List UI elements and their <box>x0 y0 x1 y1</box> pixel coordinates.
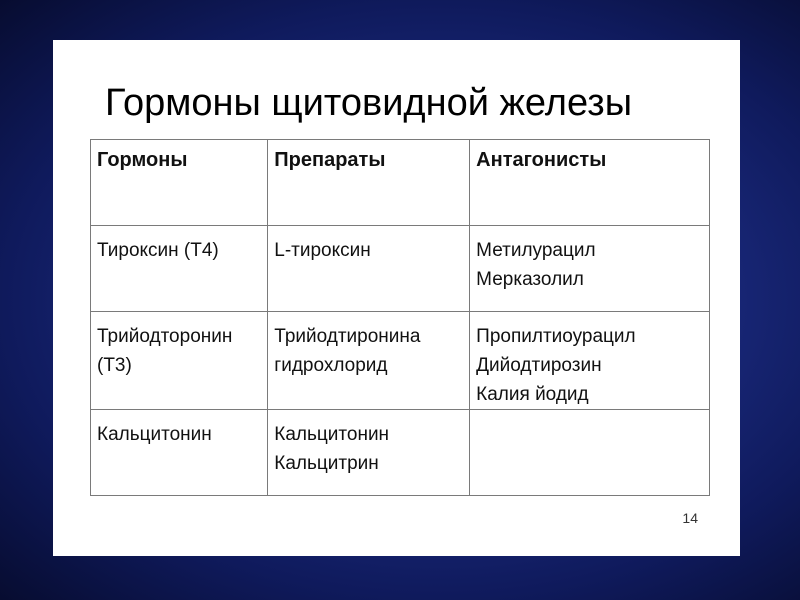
cell-line: Кальцитрин <box>274 453 379 474</box>
cell-line: гидрохлорид <box>274 355 388 376</box>
header-antagonists: Антагонисты <box>470 140 710 226</box>
table-cell <box>91 226 268 312</box>
table-row <box>91 226 710 312</box>
cell-line: Трийодторонин <box>97 326 233 347</box>
slide <box>53 40 740 556</box>
table-cell <box>470 312 710 410</box>
table-cell <box>268 312 470 410</box>
cell-line: L-тироксин <box>274 240 371 261</box>
cell-line: Кальцитонин <box>274 424 390 445</box>
page-number: 14 <box>682 510 698 526</box>
cell-line: (Т3) <box>97 355 132 376</box>
table-cell <box>268 410 470 496</box>
cell-line: Кальцитонин <box>97 424 212 445</box>
hormones-table <box>90 139 710 496</box>
header-drugs: Препараты <box>268 140 470 226</box>
slide-title: Гормоны щитовидной железы <box>105 82 633 124</box>
cell-line: Калия йодид <box>476 384 589 405</box>
table-cell <box>91 312 268 410</box>
cell-line: Мерказолил <box>476 269 584 290</box>
table-cell <box>91 410 268 496</box>
table-row <box>91 312 710 410</box>
table-row <box>91 410 710 496</box>
cell-line: Метилурацил <box>476 240 596 261</box>
table-cell <box>470 226 710 312</box>
cell-line: Пропилтиоурацил <box>476 326 636 347</box>
table-cell-empty <box>470 410 710 496</box>
header-hormones: Гормоны <box>91 140 268 226</box>
table-cell <box>268 226 470 312</box>
cell-line: Тироксин (Т4) <box>97 240 219 261</box>
cell-line: Дийодтирозин <box>476 355 602 376</box>
cell-line: Трийодтиронина <box>274 326 421 347</box>
table-header-row <box>91 140 710 226</box>
